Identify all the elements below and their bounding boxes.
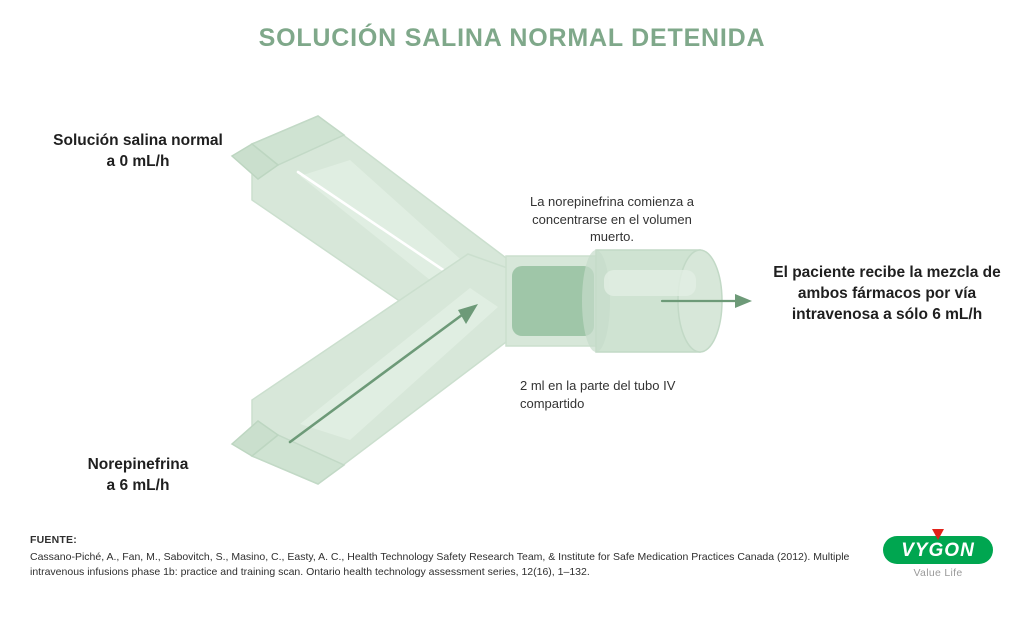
source-heading: FUENTE:: [30, 534, 77, 546]
label-patient-receives: El paciente recibe la mezcla de ambos fármacos por vía intravenosa a sólo 6 mL/h: [773, 264, 1001, 323]
dead-volume-region: [512, 266, 594, 336]
drop-icon: [932, 529, 944, 540]
label-saline-infusion: [22, 131, 254, 173]
label-norepinephrine-infusion: [22, 455, 254, 497]
label-norepi-line1: Norepinefrina: [87, 456, 189, 473]
page-title: SOLUCIÓN SALINA NORMAL DETENIDA: [258, 24, 766, 52]
logo-pill: [883, 536, 993, 564]
label-norepi-line2: a 6 mL/h: [106, 476, 170, 494]
label-saline-line2: a 0 mL/h: [106, 152, 170, 170]
source-block: [30, 533, 860, 581]
label-saline-line1: Solución salina normal: [53, 132, 223, 149]
logo-tagline: Value Life: [913, 567, 963, 579]
source-text: Cassano-Piché, A., Fan, M., Sabovitch, S., Masino, C., Easty, A. C., Health Technology Safety Research Team, & Institute for Safe Medication Practices Canada (2012). Multiple intravenous infusions phase 1b: practice and training scan. Ontario health technology assessment series, 12(16), 1–132.: [30, 551, 850, 579]
vygon-logo: [878, 536, 998, 579]
label-shared-tube-volume: 2 ml en la parte del tubo IV compartido: [520, 378, 676, 411]
label-dead-volume: La norepinefrina comienza a concentrarse en el volumen muerto.: [529, 194, 695, 245]
shared-iv-tube: [582, 250, 752, 352]
logo-wordmark: VYGON: [901, 540, 975, 561]
